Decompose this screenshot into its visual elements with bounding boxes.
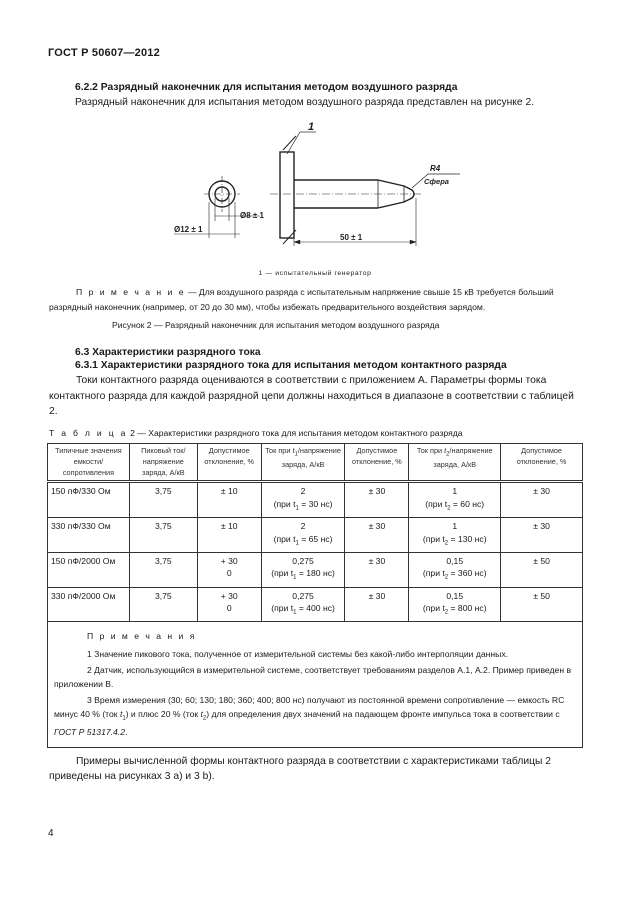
table-notes-row — [48, 622, 583, 748]
cell-capacity: 330 пФ/330 Ом — [48, 518, 130, 553]
note-1: 1 Значение пикового тока, полученное от измерительной системы без какой-либо интерполяции данных. — [87, 648, 509, 659]
section-63-heading: 6.3 Характеристики разрядного тока — [75, 347, 261, 358]
cell-tolerance-1: ± 10 — [197, 518, 261, 553]
figure-note — [49, 285, 583, 314]
header-tolerance-3: Допустимое отклонение, % — [501, 444, 583, 482]
cell-capacity: 330 пФ/2000 Ом — [48, 587, 130, 622]
notes-title: П р и м е ч а н и я — [87, 631, 197, 642]
table-row — [48, 518, 583, 553]
cell-current-t2: 0,15 (при $t_2 = 360$ нс) — [409, 552, 501, 587]
note-3: 3 Время измерения (30; 60; 130; 180; 360; 400; 800 нс) получают из постоянной времени сопротивление — емкость RC минус 40 % (ток $t_1$) и плюс 20 % (ток $t_2$) для определения двух значений на падающем фронте импульса тока в соответствии с ГОСТ Р 51317.4.2. — [54, 694, 565, 738]
dia12-label: Ø12 ± 1 — [174, 225, 203, 234]
table-caption — [49, 428, 463, 438]
figure-2-drawing — [160, 118, 480, 268]
cell-tolerance-2: ± 30 — [345, 518, 409, 553]
section-622-text: Разрядный наконечник для испытания методом воздушного разряда представлен на рисунке 2. — [75, 97, 535, 108]
cell-peak: 3,75 — [129, 482, 197, 518]
cell-tolerance-1: ± 10 — [197, 482, 261, 518]
note-2: 2 Датчик, использующийся в измерительной системе, соответствует требованиям разделов А.1, А.2. Пример приведен в приложении В. — [54, 664, 572, 689]
header-peak: Пиковый ток/ напряжение заряда, А/кВ — [129, 444, 197, 482]
sphere-label: Сфера — [424, 177, 449, 186]
table-caption-label: Т а б л и ц а — [49, 428, 128, 438]
cell-current-t2: 0,15 (при $t_2 = 800$ нс) — [409, 587, 501, 622]
section-631-text: Токи контактного разряда оцениваются в соответствии с приложением А. Параметры формы тока контактного разряда для каждой разрядной цепи должны находиться в диапазоне в соответствии с таблицей 2. — [49, 375, 574, 417]
note-text: — Для воздушного разряда с испытательным напряжение свыше 15 кВ требуется больший разрядный наконечник (например, от 20 до 30 мм), чтобы избежать предварительного воздействия зарядом. — [49, 287, 554, 312]
table-row — [48, 587, 583, 622]
cell-tolerance-1: + 30 0 — [197, 587, 261, 622]
cell-capacity: 150 пФ/330 Ом — [48, 482, 130, 518]
cell-current-t2: 1 (при $t_2 = 130$ нс) — [409, 518, 501, 553]
table-header-row — [48, 444, 583, 482]
figure-legend: 1 — испытательный генератор — [258, 270, 372, 277]
table-notes — [48, 622, 583, 748]
header-capacity: Типичные значения емкости/ сопротивления — [48, 444, 130, 482]
cell-current-t1: 0,275 (при $t_1 = 400$ нс) — [261, 587, 345, 622]
figure-caption: Рисунок 2 — Разрядный наконечник для испытания методом воздушного разряда — [112, 320, 440, 330]
r4-label: R4 — [430, 164, 441, 173]
section-631-heading: 6.3.1 Характеристики разрядного тока для испытания методом контактного разряда — [75, 360, 507, 371]
cell-tolerance-3: ± 50 — [501, 587, 583, 622]
cell-tolerance-3: ± 50 — [501, 552, 583, 587]
cell-current-t1: 2 (при $t_1 = 65$ нс) — [261, 518, 345, 553]
cell-tolerance-3: ± 30 — [501, 482, 583, 518]
document-id: ГОСТ Р 50607—2012 — [48, 47, 160, 59]
note-label: П р и м е ч а н и е — [76, 287, 186, 297]
cell-current-t1: 0,275 (при $t_1 = 180$ нс) — [261, 552, 345, 587]
dia8-label: Ø8 ± 1 — [240, 211, 264, 220]
callout-1: 1 — [308, 121, 315, 133]
cell-tolerance-2: ± 30 — [345, 482, 409, 518]
table-row — [48, 482, 583, 518]
table-2 — [47, 443, 583, 748]
header-current-t1: Ток при $t_1$/напряжение заряда, А/кВ — [261, 444, 345, 482]
table-caption-text: 2 — Характеристики разрядного тока для испытания методом контактного разряда — [127, 428, 463, 438]
cell-current-t1: 2 (при $t_1 = 30$ нс) — [261, 482, 345, 518]
cell-peak: 3,75 — [129, 552, 197, 587]
closing-paragraph: Примеры вычисленной формы контактного разряда в соответствии с характеристиками таблицы 2 приведены на рисунках 3 а) и 3 b). — [49, 756, 551, 782]
cell-capacity: 150 пФ/2000 Ом — [48, 552, 130, 587]
cell-tolerance-3: ± 30 — [501, 518, 583, 553]
cell-tolerance-2: ± 30 — [345, 552, 409, 587]
cell-tolerance-1: + 30 0 — [197, 552, 261, 587]
section-622-heading: 6.2.2 Разрядный наконечник для испытания методом воздушного разряда — [75, 82, 458, 93]
header-tolerance-1: Допустимое отклонение, % — [197, 444, 261, 482]
cell-current-t2: 1 (при $t_2 = 60$ нс) — [409, 482, 501, 518]
page-number: 4 — [48, 828, 54, 839]
header-current-t2: Ток при $t_2$/напряжение заряда, А/кВ — [409, 444, 501, 482]
len50-label: 50 ± 1 — [340, 233, 363, 242]
cell-peak: 3,75 — [129, 518, 197, 553]
cell-tolerance-2: ± 30 — [345, 587, 409, 622]
header-tolerance-2: Допустимое отклонение, % — [345, 444, 409, 482]
table-row — [48, 552, 583, 587]
cell-peak: 3,75 — [129, 587, 197, 622]
discharge-tip — [270, 132, 460, 246]
